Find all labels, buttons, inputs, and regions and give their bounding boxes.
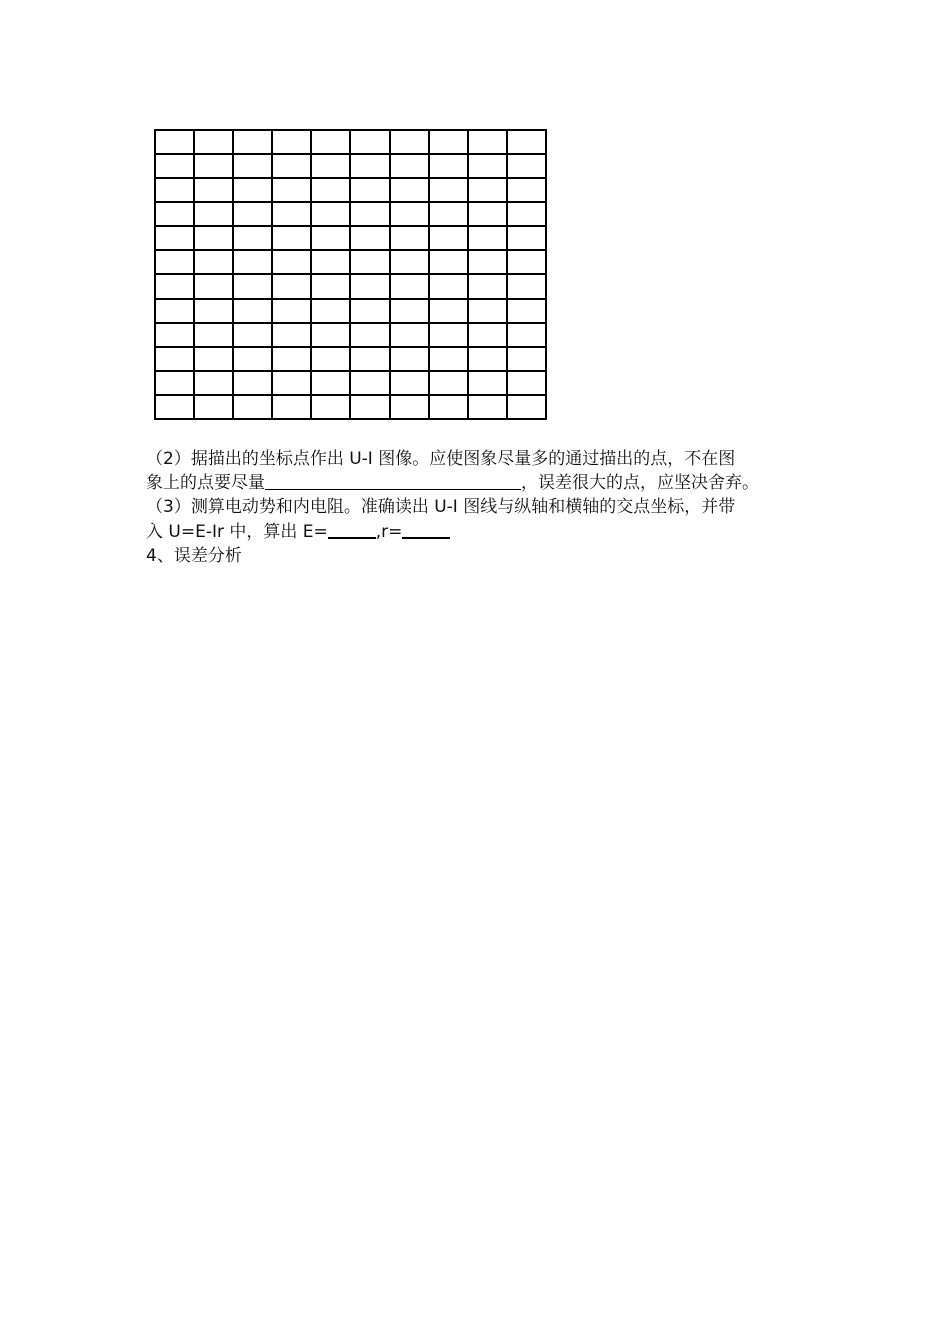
- grid-cell: [155, 250, 194, 274]
- grid-cell: [272, 178, 311, 202]
- grid-cell: [311, 202, 350, 226]
- grid-cell: [311, 323, 350, 347]
- grid-cell: [390, 178, 429, 202]
- grid-cell: [429, 226, 468, 250]
- grid-cell: [507, 130, 546, 154]
- grid-cell: [194, 226, 233, 250]
- grid-row: [155, 395, 546, 419]
- grid-cell: [194, 250, 233, 274]
- grid-cell: [507, 347, 546, 371]
- grid-cell: [350, 202, 389, 226]
- grid-cell: [468, 154, 507, 178]
- grid-row: [155, 299, 546, 323]
- grid-cell: [194, 323, 233, 347]
- grid-cell: [507, 323, 546, 347]
- grid-cell: [507, 154, 546, 178]
- grid-cell: [350, 178, 389, 202]
- grid-cell: [194, 154, 233, 178]
- grid-cell: [194, 395, 233, 419]
- grid-cell: [390, 347, 429, 371]
- grid-cell: [507, 202, 546, 226]
- grid-cell: [429, 130, 468, 154]
- grid-cell: [350, 274, 389, 298]
- grid-cell: [272, 299, 311, 323]
- grid-cell: [350, 250, 389, 274]
- grid-cell: [507, 274, 546, 298]
- fill-blank-e[interactable]: [328, 519, 376, 539]
- grid-cell: [468, 178, 507, 202]
- paragraph-3-line-2-before: 入 U=E-Ir 中，算出 E=: [146, 522, 328, 542]
- grid-cell: [311, 347, 350, 371]
- grid-cell: [272, 347, 311, 371]
- paragraph-2-line-1: （2）据描出的坐标点作出 U-I 图像。应使图象尽量多的通过描出的点，不在图: [146, 449, 736, 469]
- grid-cell: [507, 371, 546, 395]
- grid-cell: [233, 178, 272, 202]
- grid-cell: [429, 178, 468, 202]
- grid-cell: [272, 371, 311, 395]
- grid-cell: [429, 299, 468, 323]
- grid-cell: [194, 274, 233, 298]
- grid-cell: [350, 347, 389, 371]
- grid-cell: [390, 202, 429, 226]
- grid-cell: [507, 226, 546, 250]
- grid-cell: [311, 178, 350, 202]
- grid-cell: [429, 371, 468, 395]
- grid-cell: [390, 226, 429, 250]
- grid-cell: [429, 154, 468, 178]
- grid-cell: [155, 226, 194, 250]
- paragraph-3-line-2: [146, 519, 816, 544]
- grid-cell: [468, 130, 507, 154]
- grid-row: [155, 323, 546, 347]
- grid-cell: [233, 347, 272, 371]
- grid-cell: [429, 202, 468, 226]
- grid-cell: [507, 299, 546, 323]
- grid-row: [155, 226, 546, 250]
- grid-cell: [468, 250, 507, 274]
- grid-cell: [155, 154, 194, 178]
- grid-cell: [272, 250, 311, 274]
- grid-row: [155, 274, 546, 298]
- grid-cell: [272, 154, 311, 178]
- grid-cell: [194, 371, 233, 395]
- grid-row: [155, 347, 546, 371]
- grid-cell: [233, 250, 272, 274]
- fill-blank-r[interactable]: [402, 519, 450, 539]
- grid-cell: [233, 154, 272, 178]
- grid-cell: [311, 371, 350, 395]
- grid-cell: [468, 323, 507, 347]
- grid-cell: [468, 371, 507, 395]
- grid-cell: [233, 299, 272, 323]
- grid-cell: [468, 395, 507, 419]
- grid-cell: [233, 202, 272, 226]
- grid-cell: [390, 299, 429, 323]
- grid-cell: [468, 347, 507, 371]
- grid-cell: [194, 347, 233, 371]
- grid-row: [155, 250, 546, 274]
- grid-cell: [507, 178, 546, 202]
- grid-cell: [155, 178, 194, 202]
- grid-cell: [155, 347, 194, 371]
- grid-cell: [390, 274, 429, 298]
- grid-cell: [390, 250, 429, 274]
- grid-cell: [390, 154, 429, 178]
- grid-cell: [194, 178, 233, 202]
- grid-row: [155, 130, 546, 154]
- grid-cell: [233, 395, 272, 419]
- grid-cell: [350, 371, 389, 395]
- grid-cell: [390, 130, 429, 154]
- paragraph-3-line-2-middle: ,r=: [375, 522, 403, 542]
- grid-cell: [507, 250, 546, 274]
- grid-cell: [194, 130, 233, 154]
- grid-cell: [311, 250, 350, 274]
- grid-cell: [272, 395, 311, 419]
- grid-cell: [468, 226, 507, 250]
- grid-cell: [350, 299, 389, 323]
- blank-grid-table: [154, 129, 547, 420]
- text-content: [146, 447, 816, 568]
- grid-cell: [429, 274, 468, 298]
- grid-cell: [272, 226, 311, 250]
- grid-body: [155, 130, 546, 419]
- grid-cell: [390, 323, 429, 347]
- fill-blank-long[interactable]: [265, 471, 521, 490]
- grid-cell: [350, 395, 389, 419]
- grid-cell: [155, 395, 194, 419]
- grid-cell: [311, 226, 350, 250]
- grid-cell: [272, 274, 311, 298]
- grid-cell: [233, 274, 272, 298]
- grid-cell: [155, 274, 194, 298]
- grid-cell: [468, 299, 507, 323]
- grid-cell: [350, 226, 389, 250]
- grid-cell: [155, 323, 194, 347]
- paragraph-2-line-2: [146, 471, 816, 495]
- section-4-heading: 4、误差分析: [146, 546, 242, 566]
- grid-cell: [272, 202, 311, 226]
- grid-cell: [194, 202, 233, 226]
- grid-cell: [468, 202, 507, 226]
- grid-cell: [272, 323, 311, 347]
- grid-cell: [429, 395, 468, 419]
- grid-cell: [390, 371, 429, 395]
- grid-cell: [350, 154, 389, 178]
- grid-cell: [429, 250, 468, 274]
- grid-cell: [429, 347, 468, 371]
- grid-cell: [350, 323, 389, 347]
- grid-cell: [311, 154, 350, 178]
- grid-row: [155, 154, 546, 178]
- grid-row: [155, 371, 546, 395]
- grid-cell: [468, 274, 507, 298]
- paragraph-2-line-2-after: ，误差很大的点，应坚决舍弃。: [521, 473, 759, 493]
- grid-cell: [233, 226, 272, 250]
- grid-cell: [155, 299, 194, 323]
- grid-cell: [155, 371, 194, 395]
- grid-cell: [272, 130, 311, 154]
- grid-cell: [311, 274, 350, 298]
- grid-cell: [311, 395, 350, 419]
- grid-cell: [350, 130, 389, 154]
- grid-cell: [233, 371, 272, 395]
- grid-row: [155, 178, 546, 202]
- paragraph-2-line-2-before: 象上的点要尽量: [146, 473, 265, 493]
- grid-cell: [429, 323, 468, 347]
- grid-cell: [311, 130, 350, 154]
- grid-cell: [311, 299, 350, 323]
- grid-row: [155, 202, 546, 226]
- grid-cell: [233, 130, 272, 154]
- grid-cell: [194, 299, 233, 323]
- grid-cell: [233, 323, 272, 347]
- grid-cell: [507, 395, 546, 419]
- grid-cell: [390, 395, 429, 419]
- paragraph-3-line-1: （3）测算电动势和内电阻。准确读出 U-I 图线与纵轴和横轴的交点坐标，并带: [146, 497, 736, 517]
- grid-cell: [155, 130, 194, 154]
- grid-cell: [155, 202, 194, 226]
